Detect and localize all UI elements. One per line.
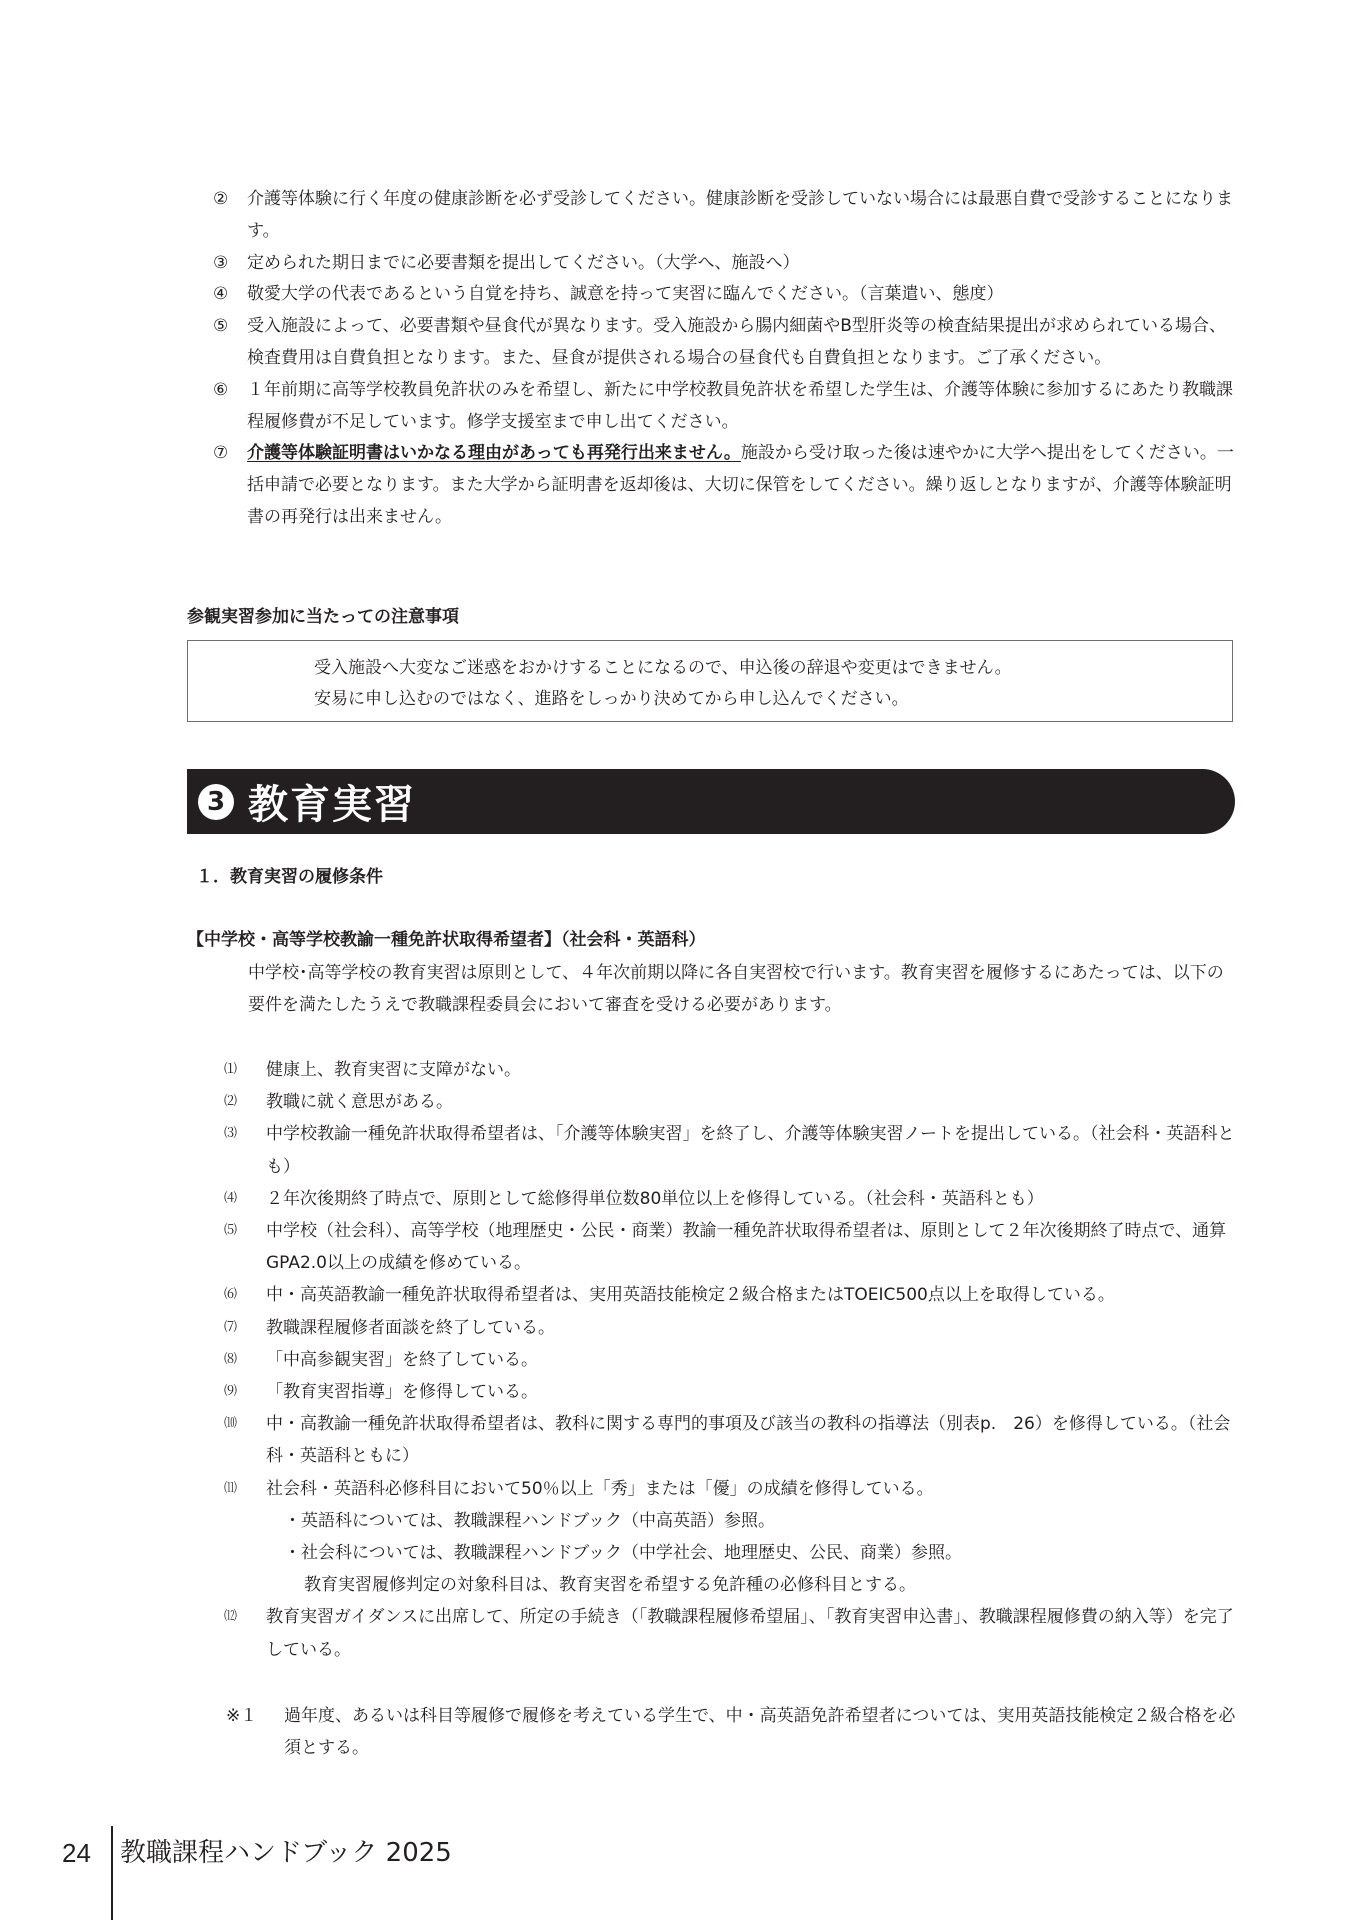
page-number: 24: [62, 1838, 91, 1868]
caution-heading: 参観実習参加に当たっての注意事項: [187, 607, 459, 627]
subheading: １．教育実習の履修条件: [196, 867, 383, 887]
list-item: [213, 184, 1236, 248]
condition-text: 「教育実習指導」を修得している。: [266, 1382, 538, 1403]
bullet-line: 教育実習履修判定の対象科目は、教育実習を希望する免許種の必修科目とする。: [304, 1575, 916, 1596]
intro-list: [213, 184, 1236, 534]
condition-item: [224, 1408, 1236, 1472]
condition-number: ⑶: [224, 1126, 238, 1142]
item-number: ⑦: [213, 443, 229, 464]
list-item: [213, 375, 1236, 439]
condition-number: ⑺: [224, 1319, 238, 1335]
footnote-text: 過年度、あるいは科目等履修で履修を考えている学生で、中・高英語免許希望者については、実用英語技能検定２級合格を必須とする。: [284, 1706, 1236, 1758]
item-text: １年前期に高等学校教員免許状のみを希望し、新たに中学校教員免許状を希望した学生は、介護等体験に参加するにあたり教職課程履修費が不足しています。修学支援室まで申し出てください。: [247, 379, 1233, 432]
conditions-list: [224, 1054, 1236, 1666]
item-text: 敬愛大学の代表であるという自覚を持ち、誠意を持って実習に臨んでください。（言葉遣い、態度）: [247, 284, 1004, 305]
bullet-line: ・英語科については、教職課程ハンドブック（中高英語）参照。: [284, 1510, 775, 1531]
condition-text: 中学校（社会科）、高等学校（地理歴史・公民・商業）教諭一種免許状取得希望者は、原則として２年次後期終了時点で、通算GPA2.0以上の成績を修めている。: [266, 1221, 1227, 1274]
condition-number: ⑾: [224, 1480, 238, 1496]
section-header: [187, 769, 1235, 834]
condition-number: ⑽: [224, 1416, 238, 1432]
item-text: 定められた期日までに必要書類を提出してください。（大学へ、施設へ）: [247, 252, 800, 273]
item-number: ⑤: [213, 316, 229, 337]
condition-number: ⑻: [224, 1351, 238, 1367]
condition-text: 健康上、教育実習に支障がない。: [266, 1060, 521, 1080]
condition-item: [224, 1344, 1236, 1376]
section-title: 教育実習: [248, 782, 416, 828]
condition-text: 教職課程履修者面談を終了している。: [266, 1317, 555, 1338]
caution-line: 受入施設へ大変なご迷惑をおかけすることになるので、申込後の辞退や変更はできません。: [314, 658, 1012, 678]
underlined-warning: 介護等体験証明書はいかなる理由があっても再発行出来ません。: [247, 443, 741, 464]
condition-text: 教育実習ガイダンスに出席して、所定の手続き（「教職課程履修希望届」、「教育実習申込書」、教職課程履修費の納入等）を完了している。: [266, 1607, 1234, 1660]
list-item: [213, 438, 1236, 533]
condition-item: [224, 1054, 1236, 1086]
condition-item: [224, 1086, 1236, 1118]
condition-number: ⑸: [224, 1223, 238, 1239]
license-heading: 【中学校・高等学校教諭一種免許状取得希望者】（社会科・英語科）: [187, 930, 706, 950]
footer-divider: [111, 1826, 113, 1920]
list-item: [213, 279, 1236, 311]
condition-text: 社会科・英語科必修科目において50％以上「秀」または「優」の成績を修得している。: [266, 1478, 934, 1499]
footnote: [226, 1700, 1236, 1764]
condition-item: [224, 1279, 1236, 1311]
item-number: ⑥: [213, 379, 229, 400]
running-title: 教職課程ハンドブック 2025: [120, 1838, 452, 1868]
condition-item: [224, 1601, 1236, 1665]
condition-item: [224, 1473, 1236, 1602]
list-item: [213, 248, 1236, 280]
item-text: 受入施設によって、必要書類や昼食代が異なります。受入施設から腸内細菌やB型肝炎等の検査結果提出が求められている場合、検査費用は自費負担となります。また、昼食が提供される場合の昼食代も自費負担となります。ご了承ください。: [247, 316, 1226, 368]
condition-item: [224, 1376, 1236, 1408]
condition-number: ⑹: [224, 1287, 238, 1303]
condition-item: [224, 1118, 1236, 1182]
item-number: ③: [213, 252, 229, 273]
condition-number: ⑷: [224, 1190, 238, 1206]
condition-number: ⑴: [224, 1062, 238, 1077]
item-number: ②: [213, 189, 229, 209]
condition-text: ２年次後期終了時点で、原則として総修得単位数80単位以上を修得している。（社会科・英語科とも）: [266, 1188, 1044, 1209]
section-number-badge: 3: [198, 784, 234, 820]
bullet-line: ・社会科については、教職課程ハンドブック（中学社会、地理歴史、公民、商業）参照。: [284, 1543, 962, 1564]
condition-text: 中・高教諭一種免許状取得希望者は、教科に関する専門的事項及び該当の教科の指導法（別表p. 26）を修得している。（社会科・英語科ともに）: [266, 1414, 1231, 1467]
condition-number: ⑼: [224, 1384, 238, 1400]
condition-number: ⑵: [224, 1094, 238, 1110]
item-text: 介護等体験に行く年度の健康診断を必ず受診してください。健康診断を受診していない場合には最悪自費で受診することになります。: [247, 189, 1233, 241]
condition-item: [224, 1183, 1236, 1215]
item-text: 施設から受け取った後は速やかに大学へ提出をしてください。一括申請で必要となります。また大学から証明書を返却後は、大切に保管をしてください。繰り返しとなりますが、介護等体験証明書の再発行は出来ません。: [247, 443, 1234, 527]
condition-text: 中・高英語教諭一種免許状取得希望者は、実用英語技能検定２級合格またはTOEIC500点以上を取得している。: [266, 1285, 1115, 1306]
condition-item: [224, 1215, 1236, 1279]
list-item: [213, 311, 1236, 375]
caution-line: 安易に申し込むのではなく、進路をしっかり決めてから申し込んでください。: [314, 689, 909, 709]
footnote-mark: ※１: [226, 1706, 258, 1726]
intro-paragraph: [228, 957, 1236, 1021]
item-number: ④: [213, 284, 229, 305]
condition-item: [224, 1312, 1236, 1344]
paragraph-text: 中学校･高等学校の教育実習は原則として、４年次前期以降に各自実習校で行います。教育実習を履修するにあたっては、以下の要件を満たしたうえで教職課程委員会において審査を受ける必要があります。: [248, 963, 1224, 1015]
condition-number: ⑿: [224, 1609, 238, 1625]
condition-text: 教職に就く意思がある。: [266, 1092, 453, 1113]
condition-text: 中学校教諭一種免許状取得希望者は、「介護等体験実習」を終了し、介護等体験実習ノートを提出している。（社会科・英語科とも）: [266, 1124, 1235, 1177]
condition-text: 「中高参観実習」を終了している。: [266, 1349, 538, 1370]
caution-box: [187, 640, 1233, 722]
